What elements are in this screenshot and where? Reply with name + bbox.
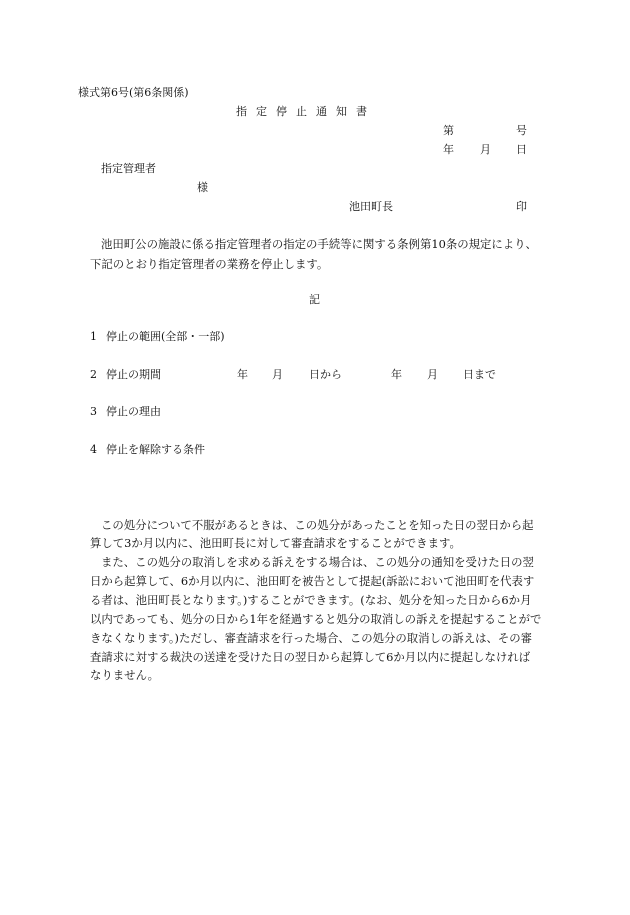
notice-line-5: る者は、池田町長となります。)することができます。(なお、処分を知った日から6か月 bbox=[90, 593, 532, 607]
addressee-role: 指定管理者 bbox=[101, 162, 156, 175]
item-4-number: 4 bbox=[90, 443, 97, 456]
sender-name: 池田町長 bbox=[349, 200, 393, 213]
item-1-label: 停止の範囲(全部・一部) bbox=[106, 330, 225, 343]
date-day-label: 日 bbox=[516, 143, 527, 156]
intro-line-1: 池田町公の施設に係る指定管理者の指定の手続等に関する条例第10条の規定により、 bbox=[101, 237, 537, 251]
item-1-number: 1 bbox=[90, 330, 97, 343]
item-2-number: 2 bbox=[90, 368, 97, 381]
document-title: 指定停止通知書 bbox=[236, 105, 376, 118]
period-from-year: 年 bbox=[237, 368, 248, 381]
notice-line-6: 以内であっても、処分の日から1年を経過すると処分の取消しの訴えを提起することがで bbox=[90, 612, 542, 626]
notice-line-9: なりません。 bbox=[90, 668, 160, 682]
notice-line-2: 算して3か月以内に、池田町長に対して審査請求をすることができます。 bbox=[90, 536, 461, 550]
period-from-month: 月 bbox=[272, 368, 283, 381]
date-month-label: 月 bbox=[480, 143, 491, 156]
item-2-label: 停止の期間 bbox=[106, 368, 161, 381]
notice-line-8: 査請求に対する裁決の送達を受けた日の翌日から起算して6か月以内に提起しなければ bbox=[90, 650, 531, 664]
period-to-day: 日まで bbox=[463, 368, 496, 381]
seal-mark: 印 bbox=[516, 200, 527, 213]
notice-line-4: 日から起算して、6か月以内に、池田町を被告として提起(訴訟において池田町を代表す bbox=[90, 574, 535, 588]
item-3-label: 停止の理由 bbox=[106, 405, 161, 418]
notice-line-7: きなくなります。)ただし、審査請求を行った場合、この処分の取消しの訴えは、その審 bbox=[90, 631, 533, 645]
ki-marker: 記 bbox=[309, 293, 320, 306]
period-to-year: 年 bbox=[391, 368, 402, 381]
item-3-number: 3 bbox=[90, 405, 97, 418]
period-to-month: 月 bbox=[427, 368, 438, 381]
notice-line-1: この処分について不服があるときは、この処分があったことを知った日の翌日から起 bbox=[101, 518, 534, 532]
period-from-day: 日から bbox=[309, 368, 342, 381]
date-year-label: 年 bbox=[443, 143, 454, 156]
form-number-label: 様式第6号(第6条関係) bbox=[78, 86, 189, 99]
addressee-honorific: 様 bbox=[197, 181, 208, 194]
doc-number-suffix: 号 bbox=[516, 124, 527, 137]
doc-number-prefix: 第 bbox=[443, 124, 454, 137]
notice-line-3: また、この処分の取消しを求める訴えをする場合は、この処分の通知を受けた日の翌 bbox=[101, 555, 534, 569]
intro-line-2: 下記のとおり指定管理者の業務を停止します。 bbox=[90, 257, 329, 271]
item-4-label: 停止を解除する条件 bbox=[106, 443, 205, 456]
